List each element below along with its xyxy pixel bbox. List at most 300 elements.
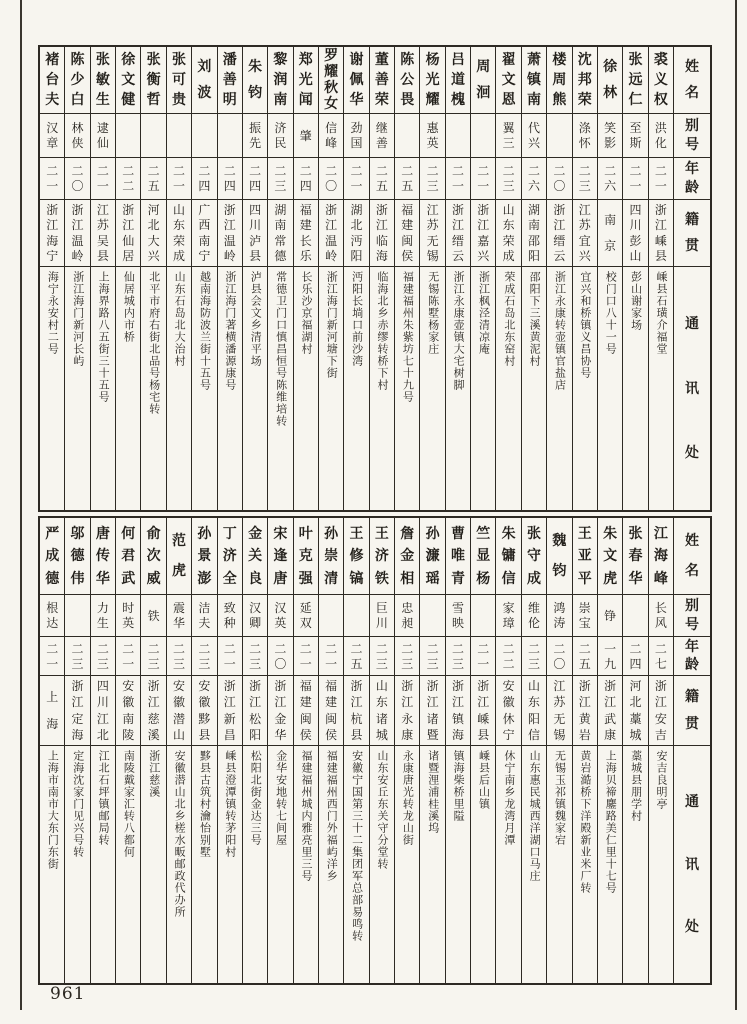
person-column <box>622 47 647 510</box>
header-column <box>673 47 710 510</box>
name-cell: 江 海 峰 <box>649 518 673 595</box>
name-cell: 董 善 荣 <box>370 47 394 114</box>
origin-cell: 浙 江 黄 岩 <box>573 676 597 746</box>
address-cell: 浙江海门著横潘源康号 <box>223 271 237 391</box>
person-column <box>521 47 546 510</box>
origin-cell: 浙 江 缙 云 <box>446 200 470 267</box>
alias-cell: 铁 <box>141 595 165 637</box>
address-cell: 永康唐光转龙山街 <box>401 750 415 846</box>
alias-cell <box>623 595 647 637</box>
person-column <box>242 518 267 983</box>
age-cell: 二 三 <box>573 158 597 200</box>
origin-cell: 浙 江 温 岭 <box>65 200 89 267</box>
alias-cell <box>547 114 571 158</box>
address-cell: 无锡陈墅杨家庄 <box>426 271 440 355</box>
name-cell: 张 可 贵 <box>167 47 191 114</box>
origin-cell: 浙 江 定 海 <box>65 676 89 746</box>
address-cell: 诸暨浬浦桂溪坞 <box>426 750 440 834</box>
address-cell: 浙江枫泾清凉庵 <box>477 271 491 355</box>
address-cell: 嵊县澄潭镇转茅阳村 <box>223 750 237 858</box>
alias-cell <box>167 114 191 158</box>
person-column <box>318 47 343 510</box>
alias-cell <box>218 114 242 158</box>
header-cell-alias: 别 号 <box>674 114 710 158</box>
alias-cell: 洪 化 <box>649 114 673 158</box>
person-column <box>343 518 368 983</box>
origin-cell: 浙 江 海 宁 <box>40 200 64 267</box>
address-cell: 上海市南市大东门东街 <box>46 750 60 870</box>
origin-cell: 山 东 荣 成 <box>167 200 191 267</box>
person-column <box>64 518 89 983</box>
name-cell: 潘 善 明 <box>218 47 242 114</box>
origin-cell: 浙 江 温 岭 <box>319 200 343 267</box>
person-column <box>419 518 444 983</box>
origin-cell: 四 川 江 北 <box>91 676 115 746</box>
age-cell: 二 四 <box>243 158 267 200</box>
origin-cell: 江 苏 吴 县 <box>91 200 115 267</box>
address-cell: 松阳北街金达三号 <box>249 750 263 846</box>
origin-cell: 四 川 彭 山 <box>623 200 647 267</box>
origin-cell: 广 西 南 宁 <box>192 200 216 267</box>
address-cell: 邵阳下三溪黄泥村 <box>528 271 542 367</box>
address-cell: 休宁南乡龙湾月潭 <box>502 750 516 846</box>
name-cell: 周 洄 <box>471 47 495 114</box>
age-cell: 二 一 <box>319 637 343 676</box>
header-cell-name: 姓 名 <box>674 518 710 595</box>
person-column <box>445 518 470 983</box>
address-cell: 浙江永康壶镇大宅树脚 <box>452 271 466 391</box>
alias-cell: 洁 夫 <box>192 595 216 637</box>
origin-cell: 浙 江 金 华 <box>268 676 292 746</box>
age-cell: 二 五 <box>395 158 419 200</box>
person-column <box>648 518 673 983</box>
name-cell: 宋 逢 唐 <box>268 518 292 595</box>
age-cell: 二 二 <box>116 158 140 200</box>
header-cell-address: 通 讯 处 <box>685 316 699 461</box>
age-cell: 二 五 <box>141 158 165 200</box>
origin-cell: 福 建 闽 侯 <box>395 200 419 267</box>
alias-cell: 继 善 <box>370 114 394 158</box>
person-column <box>394 47 419 510</box>
age-cell: 一 九 <box>598 637 622 676</box>
origin-cell: 河 北 大 兴 <box>141 200 165 267</box>
person-column <box>318 518 343 983</box>
person-column <box>166 518 191 983</box>
name-cell: 徐 林 <box>598 47 622 114</box>
age-cell: 二 〇 <box>319 158 343 200</box>
address-cell: 浙江永康转壶镇官盐店 <box>553 271 567 391</box>
age-cell: 二 五 <box>344 637 368 676</box>
origin-cell: 浙 江 永 康 <box>395 676 419 746</box>
person-column <box>191 518 216 983</box>
name-cell: 杨 光 耀 <box>420 47 444 114</box>
age-cell: 二 一 <box>40 158 64 200</box>
person-column <box>166 47 191 510</box>
address-cell: 嵊县后山镇 <box>477 750 491 810</box>
alias-cell: 翼 三 <box>496 114 520 158</box>
person-column <box>622 518 647 983</box>
name-cell: 王 亚 平 <box>573 518 597 595</box>
address-cell: 福建福州朱紫坊七十九号 <box>401 271 415 403</box>
name-cell: 沈 邦 荣 <box>573 47 597 114</box>
address-cell: 安徽宁国第三十二集团军总部易鸣转 <box>350 750 364 942</box>
name-cell: 罗 耀 秋 女 <box>319 47 343 114</box>
name-cell: 丁 济 全 <box>218 518 242 595</box>
person-column <box>140 47 165 510</box>
alias-cell: 代 兴 <box>522 114 546 158</box>
alias-cell: 林 侠 <box>65 114 89 158</box>
alias-cell: 涤 怀 <box>573 114 597 158</box>
age-cell: 二 〇 <box>268 637 292 676</box>
name-cell: 王 修 镐 <box>344 518 368 595</box>
age-cell: 二 四 <box>218 158 242 200</box>
origin-cell: 安 徽 黟 县 <box>192 676 216 746</box>
address-cell: 海宁永安村二号 <box>46 271 60 355</box>
origin-cell: 江 苏 无 锡 <box>547 676 571 746</box>
address-cell: 校门口八十一号 <box>604 271 618 355</box>
age-cell: 二 一 <box>116 637 140 676</box>
name-cell: 翟 文 恩 <box>496 47 520 114</box>
address-cell: 仙居城内市桥 <box>122 271 136 343</box>
name-cell: 楼 周 熊 <box>547 47 571 114</box>
alias-cell: 肇 <box>294 114 318 158</box>
alias-cell: 延 双 <box>294 595 318 637</box>
age-cell: 二 〇 <box>65 158 89 200</box>
person-column <box>470 47 495 510</box>
origin-cell: 安 徽 休 宁 <box>496 676 520 746</box>
name-cell: 张 远 仁 <box>623 47 647 114</box>
age-cell: 二 三 <box>268 158 292 200</box>
address-cell: 安徽潜山北乡槎水畈邮政代办所 <box>173 750 187 918</box>
header-cell-age: 年 龄 <box>674 158 710 200</box>
address-cell: 越南海防波兰街十五号 <box>198 271 212 391</box>
origin-cell: 浙 江 嵊 县 <box>649 200 673 267</box>
alias-cell <box>65 595 89 637</box>
origin-cell: 安 徽 南 陵 <box>116 676 140 746</box>
address-cell: 浙江海门新河塘下街 <box>325 271 339 379</box>
person-column <box>445 47 470 510</box>
name-cell: 孙 崇 清 <box>319 518 343 595</box>
name-cell: 金 关 良 <box>243 518 267 595</box>
alias-cell <box>395 114 419 158</box>
age-cell: 二 三 <box>522 637 546 676</box>
alias-cell: 长 风 <box>649 595 673 637</box>
alias-cell <box>192 114 216 158</box>
origin-cell: 浙 江 松 阳 <box>243 676 267 746</box>
alias-cell: 铮 <box>598 595 622 637</box>
origin-cell: 福 建 闽 侯 <box>294 676 318 746</box>
origin-cell: 河 北 藁 城 <box>623 676 647 746</box>
alias-cell <box>446 114 470 158</box>
age-cell: 二 一 <box>167 158 191 200</box>
age-cell: 二 一 <box>471 637 495 676</box>
alias-cell: 忠 昶 <box>395 595 419 637</box>
alias-cell: 根 达 <box>40 595 64 637</box>
address-cell: 沔阳长埫口前沙湾 <box>350 271 364 367</box>
alias-cell: 至 斯 <box>623 114 647 158</box>
name-cell: 黎 润 南 <box>268 47 292 114</box>
address-cell: 山东石岛北大治村 <box>173 271 187 367</box>
age-cell: 二 一 <box>294 637 318 676</box>
origin-cell: 浙 江 仙 居 <box>116 200 140 267</box>
person-column <box>495 47 520 510</box>
alias-cell: 逮 仙 <box>91 114 115 158</box>
name-cell: 竺 显 杨 <box>471 518 495 595</box>
origin-cell: 浙 江 新 昌 <box>218 676 242 746</box>
age-cell: 二 三 <box>395 637 419 676</box>
page-frame-left-rule <box>20 0 22 1010</box>
age-cell: 二 一 <box>344 158 368 200</box>
person-column <box>64 47 89 510</box>
name-cell: 朱 钧 <box>243 47 267 114</box>
age-cell: 二 三 <box>420 158 444 200</box>
address-cell: 上海贝禘鏖路美仁里十七号 <box>604 750 618 894</box>
age-cell: 二 三 <box>65 637 89 676</box>
origin-cell: 上 海 <box>40 676 64 746</box>
alias-cell: 致 种 <box>218 595 242 637</box>
person-column <box>597 47 622 510</box>
address-cell: 南陵戴家汇转八都何 <box>122 750 136 858</box>
age-cell: 二 七 <box>649 637 673 676</box>
age-cell: 二 三 <box>192 637 216 676</box>
address-cell: 浙江海门新河长屿 <box>71 271 85 367</box>
age-cell: 二 六 <box>598 158 622 200</box>
person-column <box>267 47 292 510</box>
age-cell: 二 三 <box>446 637 470 676</box>
person-column <box>90 47 115 510</box>
address-cell: 嵊县石璜介福堂 <box>654 271 668 355</box>
alias-cell <box>319 595 343 637</box>
origin-cell: 山 东 荣 成 <box>496 200 520 267</box>
address-cell: 宜兴和桥镇义昌协号 <box>578 271 592 379</box>
name-cell: 严 成 德 <box>40 518 64 595</box>
address-cell: 定海沈家门见兴号转 <box>71 750 85 858</box>
person-column <box>572 47 597 510</box>
age-cell: 二 一 <box>40 637 64 676</box>
origin-cell: 四 川 泸 县 <box>243 200 267 267</box>
age-cell: 二 四 <box>192 158 216 200</box>
name-cell: 吕 道 槐 <box>446 47 470 114</box>
alias-cell: 汉 卿 <box>243 595 267 637</box>
alias-cell <box>344 595 368 637</box>
alias-cell: 劲 国 <box>344 114 368 158</box>
age-cell: 二 三 <box>420 637 444 676</box>
address-cell: 藁城县朋学村 <box>629 750 643 822</box>
person-column <box>369 518 394 983</box>
page-number: 961 <box>50 984 86 1004</box>
origin-cell: 浙 江 安 吉 <box>649 676 673 746</box>
address-cell: 福建福州西门外福屿洋乡 <box>325 750 339 882</box>
alias-cell: 时 英 <box>116 595 140 637</box>
address-cell: 泸县会文乡清平场 <box>249 271 263 367</box>
name-cell: 刘 波 <box>192 47 216 114</box>
alias-cell: 维 伦 <box>522 595 546 637</box>
address-cell: 上海界路八五街三十五号 <box>97 271 111 403</box>
alias-cell: 惠 英 <box>420 114 444 158</box>
age-cell: 二 三 <box>243 637 267 676</box>
person-column <box>419 47 444 510</box>
address-cell: 山东安丘东关守分堂转 <box>376 750 390 870</box>
origin-cell: 安 徽 潜 山 <box>167 676 191 746</box>
age-cell: 二 二 <box>496 637 520 676</box>
address-cell: 临海北乡赤缪转桥下村 <box>376 271 390 391</box>
header-cell-origin: 籍 贯 <box>674 676 710 746</box>
name-cell: 朱 文 虎 <box>598 518 622 595</box>
address-cell: 黄岩澔桥下洋殿新业米厂转 <box>578 750 592 894</box>
age-cell: 二 三 <box>167 637 191 676</box>
name-cell: 唐 传 华 <box>91 518 115 595</box>
alias-cell: 巨 川 <box>370 595 394 637</box>
alias-cell <box>141 114 165 158</box>
person-column <box>546 47 571 510</box>
address-cell: 黟县古筑村瀹怡别墅 <box>198 750 212 858</box>
person-column <box>40 518 64 983</box>
header-cell-alias: 别 号 <box>674 595 710 637</box>
age-cell: 二 六 <box>522 158 546 200</box>
page-frame-right-rule <box>735 0 737 1010</box>
name-cell: 陈 公 畏 <box>395 47 419 114</box>
person-column <box>546 518 571 983</box>
address-cell: 浙江慈溪 <box>147 750 161 798</box>
age-cell: 二 三 <box>496 158 520 200</box>
name-cell: 叶 克 强 <box>294 518 318 595</box>
origin-cell: 福 建 闽 侯 <box>319 676 343 746</box>
person-column <box>242 47 267 510</box>
origin-cell: 浙 江 镇 海 <box>446 676 470 746</box>
alias-cell: 雪 映 <box>446 595 470 637</box>
age-cell: 二 一 <box>623 158 647 200</box>
address-cell: 山东惠民城西洋湖口马庄 <box>528 750 542 882</box>
origin-cell: 湖 南 常 德 <box>268 200 292 267</box>
person-column <box>115 518 140 983</box>
address-cell: 彭山谢家场 <box>629 271 643 331</box>
person-column <box>115 47 140 510</box>
age-cell: 二 〇 <box>547 158 571 200</box>
person-column <box>90 518 115 983</box>
age-cell: 二 三 <box>370 637 394 676</box>
person-column <box>343 47 368 510</box>
age-cell: 二 五 <box>573 637 597 676</box>
directory-table-top <box>38 45 712 512</box>
alias-cell: 家 璋 <box>496 595 520 637</box>
origin-cell: 湖 北 沔 阳 <box>344 200 368 267</box>
directory-table-bottom <box>38 516 712 985</box>
origin-cell: 浙 江 杭 县 <box>344 676 368 746</box>
origin-cell: 南 京 <box>598 200 622 267</box>
header-column <box>673 518 710 983</box>
alias-cell: 济 民 <box>268 114 292 158</box>
origin-cell: 浙 江 诸 暨 <box>420 676 444 746</box>
age-cell: 二 一 <box>446 158 470 200</box>
header-cell-age: 年 龄 <box>674 637 710 676</box>
address-cell: 江北石坪镇邮局转 <box>97 750 111 846</box>
origin-cell: 浙 江 临 海 <box>370 200 394 267</box>
origin-cell: 浙 江 缙 云 <box>547 200 571 267</box>
name-cell: 徐 文 健 <box>116 47 140 114</box>
age-cell: 二 一 <box>471 158 495 200</box>
age-cell: 二 四 <box>294 158 318 200</box>
name-cell: 张 守 成 <box>522 518 546 595</box>
name-cell: 张 敏 生 <box>91 47 115 114</box>
age-cell: 二 三 <box>141 637 165 676</box>
origin-cell: 福 建 长 乐 <box>294 200 318 267</box>
origin-cell: 浙 江 慈 溪 <box>141 676 165 746</box>
person-column <box>470 518 495 983</box>
person-column <box>495 518 520 983</box>
person-column <box>369 47 394 510</box>
origin-cell: 江 苏 无 锡 <box>420 200 444 267</box>
age-cell: 二 四 <box>623 637 647 676</box>
name-cell: 朱 镛 信 <box>496 518 520 595</box>
name-cell: 孙 景 澎 <box>192 518 216 595</box>
name-cell: 孙 濂 瑶 <box>420 518 444 595</box>
person-column <box>140 518 165 983</box>
address-cell: 常德卫门口慎昌恒号陈维培转 <box>274 271 288 427</box>
person-column <box>293 518 318 983</box>
name-cell: 陈 少 白 <box>65 47 89 114</box>
person-column <box>40 47 64 510</box>
person-column <box>597 518 622 983</box>
header-cell-address: 通 讯 处 <box>685 793 699 936</box>
address-cell: 无锡玉祁镇魏家宕 <box>553 750 567 846</box>
address-cell: 金华安地转七间屋 <box>274 750 288 846</box>
alias-cell: 崇 宝 <box>573 595 597 637</box>
address-cell: 安吉良明亭 <box>654 750 668 810</box>
name-cell: 褚 台 夫 <box>40 47 64 114</box>
origin-cell: 浙 江 嘉 兴 <box>471 200 495 267</box>
name-cell: 谢 佩 华 <box>344 47 368 114</box>
origin-cell: 浙 江 武 康 <box>598 676 622 746</box>
alias-cell: 震 华 <box>167 595 191 637</box>
name-cell: 何 君 武 <box>116 518 140 595</box>
name-cell: 张 衡 哲 <box>141 47 165 114</box>
age-cell: 二 一 <box>649 158 673 200</box>
name-cell: 詹 金 相 <box>395 518 419 595</box>
alias-cell <box>116 114 140 158</box>
origin-cell: 浙 江 温 岭 <box>218 200 242 267</box>
person-column <box>572 518 597 983</box>
name-cell: 王 济 铁 <box>370 518 394 595</box>
name-cell: 魏 钧 <box>547 518 571 595</box>
name-cell: 萧 镇 南 <box>522 47 546 114</box>
age-cell: 二 三 <box>91 637 115 676</box>
alias-cell <box>420 595 444 637</box>
name-cell: 范 虎 <box>167 518 191 595</box>
origin-cell: 江 苏 宜 兴 <box>573 200 597 267</box>
person-column <box>267 518 292 983</box>
person-column <box>217 47 242 510</box>
header-cell-name: 姓 名 <box>674 47 710 114</box>
name-cell: 邬 德 伟 <box>65 518 89 595</box>
name-cell: 郑 光 闻 <box>294 47 318 114</box>
name-cell: 裘 义 权 <box>649 47 673 114</box>
alias-cell <box>471 595 495 637</box>
name-cell: 曹 唯 青 <box>446 518 470 595</box>
address-cell: 长乐沙京福湖村 <box>299 271 313 355</box>
alias-cell: 笑 影 <box>598 114 622 158</box>
alias-cell <box>471 114 495 158</box>
alias-cell: 力 生 <box>91 595 115 637</box>
origin-cell: 浙 江 嵊 县 <box>471 676 495 746</box>
age-cell: 二 五 <box>370 158 394 200</box>
person-column <box>521 518 546 983</box>
alias-cell: 振 先 <box>243 114 267 158</box>
age-cell: 二 一 <box>91 158 115 200</box>
origin-cell: 山 东 诸 城 <box>370 676 394 746</box>
person-column <box>648 47 673 510</box>
name-cell: 张 春 华 <box>623 518 647 595</box>
alias-cell: 汉 章 <box>40 114 64 158</box>
